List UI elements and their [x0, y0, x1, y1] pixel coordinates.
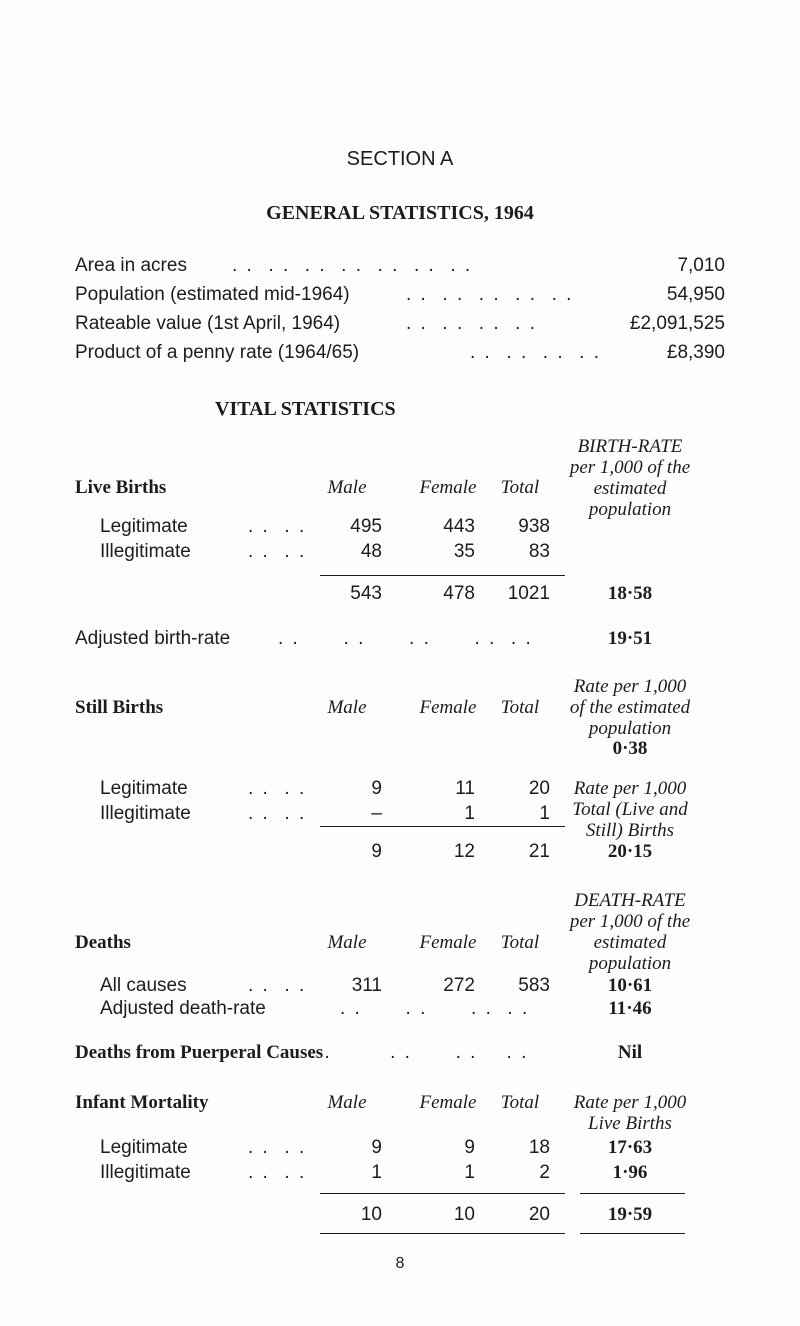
infant-rate-total: 19·59 [607, 1204, 653, 1225]
cell-total: 83 [528, 541, 550, 562]
leader-dots: . . . . [248, 975, 307, 996]
col-female: Female [419, 477, 477, 498]
col-total: Total [500, 697, 540, 718]
leader-dots: . . . . . . . . [406, 313, 538, 334]
page-number: 8 [395, 1255, 405, 1272]
row-label: Legitimate [100, 516, 188, 537]
general-statistics-title: GENERAL STATISTICS, 1964 [266, 202, 534, 224]
col-male: Male [327, 697, 367, 718]
death-rate-value: 10·61 [607, 975, 653, 996]
cell-male: – [371, 803, 382, 824]
cell-female: 1 [464, 803, 475, 824]
leader-dots: . . . . . . . . . . . . . . [232, 255, 473, 276]
cell-male: 9 [371, 778, 382, 799]
col-total: Total [500, 1092, 540, 1113]
leader-dots: . . . . [248, 1162, 307, 1183]
col-female: Female [419, 697, 477, 718]
total-rule [320, 575, 565, 576]
rate-rule [580, 1193, 685, 1194]
row-label: Illegitimate [100, 803, 191, 824]
leader-dots: . . . . [248, 541, 307, 562]
col-male: Male [327, 1092, 367, 1113]
death-rate-heading: DEATH-RATE per 1,000 of the estimated population [569, 890, 691, 974]
leader-dots: . . . . . . . . [340, 998, 530, 1019]
total-rule [320, 1193, 565, 1194]
leader-dots: . . . . [248, 516, 307, 537]
general-row-label: Rateable value (1st April, 1964) [75, 313, 341, 334]
adjusted-death-rate-value: 11·46 [608, 998, 652, 1019]
infant-rate-value: 1·96 [612, 1162, 648, 1183]
total-female: 10 [453, 1204, 475, 1225]
cell-male: 311 [351, 975, 382, 996]
cell-total: 938 [518, 516, 550, 537]
section-title: SECTION A [346, 148, 454, 170]
col-female: Female [419, 1092, 477, 1113]
still-births-heading: Still Births [75, 697, 164, 718]
cell-total: 1 [539, 803, 550, 824]
col-male: Male [327, 477, 367, 498]
total-male: 543 [350, 583, 382, 604]
cell-total: 20 [528, 778, 550, 799]
birth-rate-heading: BIRTH-RATE per 1,000 of the estimated population [569, 436, 691, 520]
general-row-label: Area in acres [75, 255, 187, 276]
cell-total: 2 [539, 1162, 550, 1183]
row-label: Legitimate [100, 1137, 188, 1158]
cell-female: 443 [443, 516, 475, 537]
total-male: 9 [371, 841, 382, 862]
puerperal-label: Deaths from Puerperal Causes [75, 1042, 324, 1063]
puerperal-value: Nil [617, 1042, 643, 1063]
leader-dots: . . . . . . . . . . [278, 628, 533, 649]
live-births-heading: Live Births [75, 477, 167, 498]
total-total: 20 [528, 1204, 550, 1225]
leader-dots: . . . . [248, 803, 307, 824]
still-birth-rate-value: 0·38 [612, 738, 648, 759]
cell-male: 1 [371, 1162, 382, 1183]
double-rule [320, 1233, 565, 1234]
leader-dots: . . . . . . . . [470, 342, 602, 363]
still-birth-rate2-value: 20·15 [607, 841, 653, 862]
general-row-label: Product of a penny rate (1964/65) [75, 342, 360, 363]
deaths-heading: Deaths [75, 932, 131, 953]
cell-male: 48 [360, 541, 382, 562]
general-row-value: 54,950 [666, 284, 725, 305]
still-birth-rate2-heading: Rate per 1,000 Total (Live and Still) Births [572, 778, 688, 841]
cell-total: 583 [518, 975, 550, 996]
col-total: Total [500, 477, 540, 498]
general-row-value: £8,390 [666, 342, 725, 363]
general-row-label: Population (estimated mid-1964) [75, 284, 350, 305]
row-label: Legitimate [100, 778, 188, 799]
total-total: 1021 [507, 583, 550, 604]
cell-male: 9 [371, 1137, 382, 1158]
general-row-value: £2,091,525 [629, 313, 725, 334]
col-male: Male [327, 932, 367, 953]
infant-rate-value: 17·63 [607, 1137, 653, 1158]
cell-male: 495 [350, 516, 382, 537]
col-total: Total [500, 932, 540, 953]
total-female: 12 [453, 841, 475, 862]
total-male: 10 [360, 1204, 382, 1225]
double-rule [580, 1233, 685, 1234]
cell-female: 272 [443, 975, 475, 996]
total-rule [320, 826, 565, 827]
leader-dots: . . . . . . . . [310, 1042, 529, 1063]
infant-mortality-heading: Infant Mortality [75, 1092, 209, 1113]
col-female: Female [419, 932, 477, 953]
cell-female: 35 [453, 541, 475, 562]
birth-rate-value: 18·58 [607, 583, 653, 604]
general-row-value: 7,010 [677, 255, 725, 276]
cell-female: 1 [464, 1162, 475, 1183]
still-birth-rate-heading: Rate per 1,000 of the estimated population [569, 676, 691, 739]
infant-rate-heading: Rate per 1,000 Live Births [573, 1092, 687, 1134]
leader-dots: . . . . [248, 778, 307, 799]
total-female: 478 [443, 583, 475, 604]
row-label: Illegitimate [100, 541, 191, 562]
vital-statistics-title: VITAL STATISTICS [215, 398, 396, 420]
leader-dots: . . . . . . . . . . [406, 284, 574, 305]
cell-female: 9 [464, 1137, 475, 1158]
total-total: 21 [528, 841, 550, 862]
cell-female: 11 [455, 778, 475, 799]
adjusted-birth-rate-label: Adjusted birth-rate [75, 628, 231, 649]
adjusted-birth-rate-value: 19·51 [607, 628, 653, 649]
row-label: All causes [100, 975, 187, 996]
adjusted-death-rate-label: Adjusted death-rate [100, 998, 266, 1019]
row-label: Illegitimate [100, 1162, 191, 1183]
cell-total: 18 [528, 1137, 550, 1158]
leader-dots: . . . . [248, 1137, 307, 1158]
